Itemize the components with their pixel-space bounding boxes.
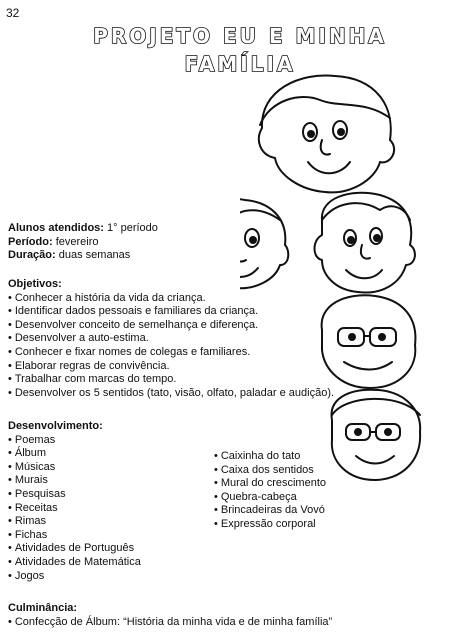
info-alunos [8,222,158,236]
desenvolvimento-item: • Murais [8,474,141,488]
desenvolvimento-item: • Receitas [8,502,141,516]
info-duracao-value: duas semanas [58,249,131,262]
culminancia-item: • Confecção de Álbum: “História da minha vida e de minha família” [8,616,332,630]
objetivo-item: • Desenvolver a auto-estima. [8,332,334,346]
info-alunos-value: 1° período [107,222,158,234]
desenvolvimento-item: • Atividades de Matemática [8,556,141,570]
desenvolvimento-item: • Atividades de Português [8,542,141,556]
desenvolvimento-item: • Álbum [8,447,141,461]
desenvolvimento-item: • Jogos [8,570,141,584]
info-alunos-label: Alunos atendidos: [8,222,104,234]
grandfather-face-icon [322,295,416,388]
desenvolvimento-item: • Brincadeiras da Vovó [214,504,326,518]
info-periodo [8,236,158,250]
desenvolvimento-item: • Caixa dos sentidos [214,464,326,478]
desenvolvimento-item: • Mural do crescimento [214,477,326,491]
desenvolvimento-item: • Rimas [8,515,141,529]
objetivo-item: • Conhecer a história da vida da criança. [8,292,334,306]
info-periodo-label: Período: [8,235,53,248]
desenvolvimento-section [8,420,141,583]
project-info [8,222,158,263]
father-face-icon [315,193,415,293]
desenvolvimento-item: • Poemas [8,434,141,448]
objetivos-heading: Objetivos: [8,278,62,290]
desenvolvimento-item: • Expressão corporal [214,518,326,532]
desenvolvimento-item: • Caixinha do tato [214,450,326,464]
page-title-line-1: PROJETO EU E MINHA [93,24,387,48]
objetivo-item: • Conhecer e fixar nomes de colegas e familiares. [8,346,334,360]
culminancia-heading: Culminância: [8,602,78,614]
objetivo-item: • Desenvolver os 5 sentidos (tato, visão, olfato, paladar e audição). [8,387,334,401]
objetivo-item: • Identificar dados pessoais e familiares da criança. [8,305,334,319]
page-number: 32 [6,6,20,20]
page-title-line-2: FAMÍLIA [184,52,296,76]
info-duracao [8,249,158,263]
desenvolvimento-item: • Quebra-cabeça [214,491,326,505]
desenvolvimento-heading: Desenvolvimento: [8,420,103,432]
info-duracao-label: Duração: [8,249,56,262]
grandmother-face-icon [332,390,421,480]
desenvolvimento-item: • Músicas [8,461,141,475]
objetivo-item: • Desenvolver conceito de semelhança e diferença. [8,319,334,333]
child-face-icon [240,199,288,288]
desenvolvimento-item: • Fichas [8,529,141,543]
mother-face-icon [259,75,394,192]
objetivo-item: • Trabalhar com marcas do tempo. [8,373,334,387]
family-faces-illustration [240,70,470,490]
info-periodo-value: fevereiro [55,235,99,248]
objetivo-item: • Elaborar regras de convivência. [8,360,334,374]
culminancia-section [8,602,332,629]
desenvolvimento-item: • Pesquisas [8,488,141,502]
